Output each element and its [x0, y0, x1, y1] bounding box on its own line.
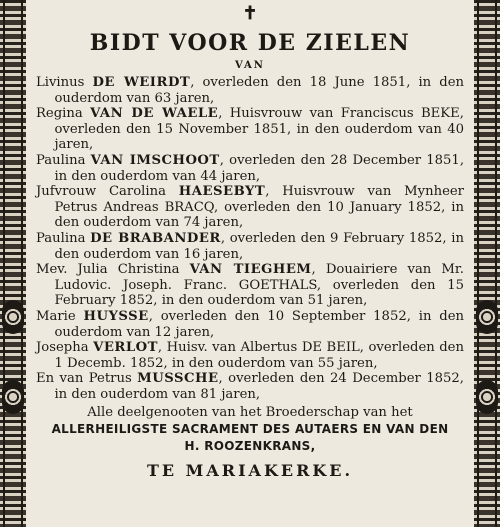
cross-icon: ✝ — [242, 3, 258, 24]
deceased-entry — [36, 153, 464, 184]
entry-details: , overleden den 9 February 1852, in den ouderdom van 16 jaren, — [54, 230, 464, 262]
entry-first-names: Jufvrouw Carolina — [36, 184, 179, 200]
entry-details: , Huisv. van Albertus DE BEIL, overleden den 1 Decemb. 1852, in den ouderdom van 55 jaren, — [54, 340, 464, 371]
entry-first-names: Livinus — [36, 75, 93, 90]
entry-surname: VAN IMSCHOOT — [90, 152, 220, 168]
deceased-entry — [36, 106, 464, 153]
card-title: BIDT VOOR DE ZIELEN — [89, 30, 411, 56]
entry-surname: MUSSCHE — [137, 371, 219, 387]
deceased-entry — [36, 184, 464, 231]
entry-surname: HUYSSE — [83, 308, 149, 324]
left-border-medallion — [2, 380, 24, 414]
left-decorative-border — [0, 0, 26, 527]
entry-details: , overleden den 24 December 1852, in den ouderdom van 81 jaren, — [54, 371, 465, 402]
van-label: VAN — [235, 60, 265, 71]
deceased-entry — [36, 340, 464, 371]
entry-surname: HAESEBYT — [178, 184, 266, 200]
entry-surname: VERLOT — [93, 340, 158, 356]
entry-details: , Douairiere van Mr. Ludovic. Joseph. Franc. GOETHALS, overleden den 15 February 1852, in den ouderdom van 51 jaren, — [54, 262, 464, 309]
entry-surname: VAN TIEGHEM — [189, 262, 312, 278]
entry-first-names: Paulina — [36, 152, 91, 168]
entry-details: , overleden den 10 September 1852, in den ouderdom van 12 jaren, — [54, 308, 464, 340]
entry-details: , Huisvrouw van Franciscus BEKE, overleden den 15 November 1851, in den ouderdom van 40 jaren, — [54, 106, 464, 153]
right-decorative-border — [474, 0, 500, 527]
entry-first-names: Marie — [36, 308, 84, 324]
confraternity-name-line2: H. ROOZENKRANS, — [184, 439, 316, 454]
right-border-medallion — [476, 380, 498, 414]
deceased-entry — [36, 309, 464, 340]
deceased-entry — [36, 75, 464, 106]
entry-first-names: Josepha — [36, 340, 94, 356]
entry-first-names: Regina — [36, 106, 91, 122]
entry-surname: VAN DE WAELE — [90, 106, 219, 122]
memorial-card-text — [36, 0, 464, 483]
confraternity-name-line1: ALLERHEILIGSTE SACRAMENT DES AUTAERS EN VAN DEN — [51, 422, 449, 437]
place-name: TE MARIAKERKE. — [146, 461, 354, 481]
entry-details: , overleden den 28 December 1851, in den ouderdom van 44 jaren, — [54, 152, 465, 184]
entry-details: , overleden den 18 June 1851, in den ouderdom van 63 jaren, — [54, 75, 464, 106]
deceased-entry — [36, 231, 464, 262]
closing-line: Alle deelgenooten van het Broederschap van het — [87, 405, 413, 421]
deceased-list — [36, 75, 464, 402]
entry-first-names: Paulina — [36, 230, 91, 246]
left-border-medallion — [2, 300, 24, 334]
entry-details: , Huisvrouw van Mynheer Petrus Andreas BRACQ, overleden den 10 January 1852, in den ouderdom van 74 jaren, — [54, 184, 464, 231]
entry-first-names: En van Petrus — [36, 371, 138, 387]
right-border-medallion — [476, 300, 498, 334]
entry-first-names: Mev. Julia Christina — [36, 262, 190, 278]
entry-surname: DE BRABANDER — [90, 230, 221, 246]
deceased-entry — [36, 262, 464, 309]
entry-surname: DE WEIRDT — [92, 75, 191, 90]
deceased-entry — [36, 371, 464, 402]
